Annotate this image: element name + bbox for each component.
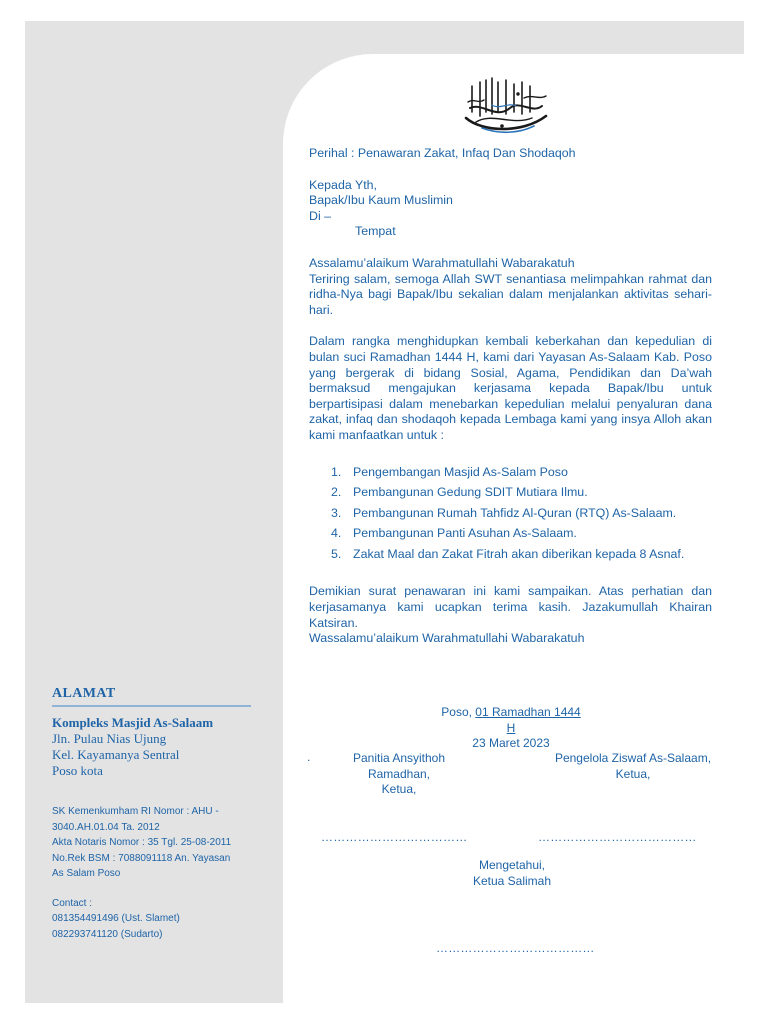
list-number: 1. [331, 464, 342, 479]
bullet-mark: . [307, 750, 311, 764]
contact-label: Contact : [52, 897, 93, 909]
address-line: Jln. Pulau Nias Ujung [52, 731, 167, 746]
signature-line-bottom: ………………………………… [436, 941, 595, 955]
list-item [331, 482, 712, 503]
greeting: Assalamu’alaikum Warahmatullahi Wabarakatuh [309, 255, 575, 270]
list-number: 2. [331, 485, 342, 500]
address-divider [52, 705, 251, 707]
signature-acknowledged [452, 858, 572, 889]
address-block [52, 715, 252, 779]
legal-line: Akta Notaris Nomor : 35 Tgl. 25-08-2011 [52, 837, 232, 848]
signature-left [322, 751, 476, 798]
closing-paragraph: Demikian surat penawaran ini kami sampaikan. Atas perhatian dan kerjasamanya kami ucapkan terima kasih. Jazakumullah Khairan Katsiran. [309, 584, 712, 630]
recipient-line: Kepada Yth, [309, 177, 377, 192]
contact-info [52, 896, 252, 943]
letter-body [309, 146, 712, 647]
basmalah-calligraphy-icon [462, 72, 550, 136]
legal-line: As Salam Poso [52, 868, 121, 879]
opening-paragraph: Teriring salam, semoga Allah SWT senantiasa melimpahkan rahmat dan ridha-Nya bagi Bapak/Ibu sekalian dalam menjalankan aktivitas sehari-hari. [309, 271, 712, 317]
contact-line: 082293741120 (Sudarto) [52, 928, 163, 940]
place-date [438, 705, 584, 752]
legal-line: No.Rek BSM : 7088091118 An. Yayasan [52, 852, 231, 864]
list-text: Zakat Maal dan Zakat Fitrah akan diberikan kepada 8 Asnaf. [353, 546, 685, 561]
recipient-line: Di – [309, 208, 332, 223]
purpose-list [309, 462, 712, 565]
contact-line: 081354491496 (Ust. Slamet) [52, 913, 180, 924]
farewell: Wassalamu’alaikum Warahmatullahi Wabarakatuh [309, 631, 585, 646]
list-item [331, 503, 712, 524]
legal-line: SK Kemenkumham RI Nomor : AHU - [52, 806, 219, 817]
address-title: ALAMAT [52, 686, 116, 701]
list-number: 3. [331, 505, 342, 520]
place: Poso, [441, 705, 476, 719]
list-item [331, 523, 712, 544]
address-line: Kompleks Masjid As-Salaam [52, 715, 214, 730]
signature-org: Pengelola Ziswaf As-Salaam, [554, 751, 712, 765]
signature-right [552, 751, 714, 782]
signature-line-left: ……………………………… [321, 830, 468, 844]
acknowledged-label: Mengetahui, [478, 858, 546, 872]
recipient-place: Tempat [355, 224, 396, 239]
signature-line-right: ………………………………… [538, 830, 697, 844]
list-text: Pembangunan Gedung SDIT Mutiara Ilmu. [353, 485, 588, 500]
signature-role: Ketua, [615, 766, 651, 781]
recipient-line: Bapak/Ibu Kaum Muslimin [309, 193, 453, 208]
list-number: 5. [331, 546, 342, 561]
address-sidebar [52, 686, 252, 942]
signature-org: Panitia Ansyithoh Ramadhan, [352, 751, 446, 781]
list-text: Pengembangan Masjid As-Salam Poso [353, 464, 568, 479]
list-item [331, 462, 712, 483]
list-number: 4. [331, 526, 342, 541]
gregorian-date: 23 Maret 2023 [472, 736, 550, 750]
list-item [331, 544, 712, 565]
acknowledged-role: Ketua Salimah [472, 873, 552, 888]
legal-line: 3040.AH.01.04 Ta. 2012 [52, 821, 160, 833]
address-line: Kel. Kayamanya Sentral [52, 747, 180, 762]
legal-info [52, 804, 252, 882]
list-text: Pembangunan Rumah Tahfidz Al-Quran (RTQ) As-Salaam. [353, 505, 677, 520]
list-text: Pembangunan Panti Asuhan As-Salaam. [353, 526, 577, 541]
signature-role: Ketua, [381, 782, 417, 796]
address-line: Poso kota [52, 763, 103, 778]
body-paragraph: Dalam rangka menghidupkan kembali keberkahan dan kepedulian di bulan suci Ramadhan 1444 H, kami dari Yayasan As-Salaam Kab. Poso yang bergerak di bidang Sosial, Agama, Pendidikan dan Da’wah bermaksud mengajukan kerjasama kepada Bapak/Ibu untuk berpartisipasi dalam menebarkan kepedulian melalui penyaluran dana zakat, infaq dan shodaqoh kepada Lembaga kami yang insya Alloh akan kami manfaatkan untuk : [309, 334, 712, 442]
letter-subject: Perihal : Penawaran Zakat, Infaq Dan Shodaqoh [309, 146, 576, 160]
hijri-date: 01 Ramadhan 1444 H [475, 705, 581, 735]
